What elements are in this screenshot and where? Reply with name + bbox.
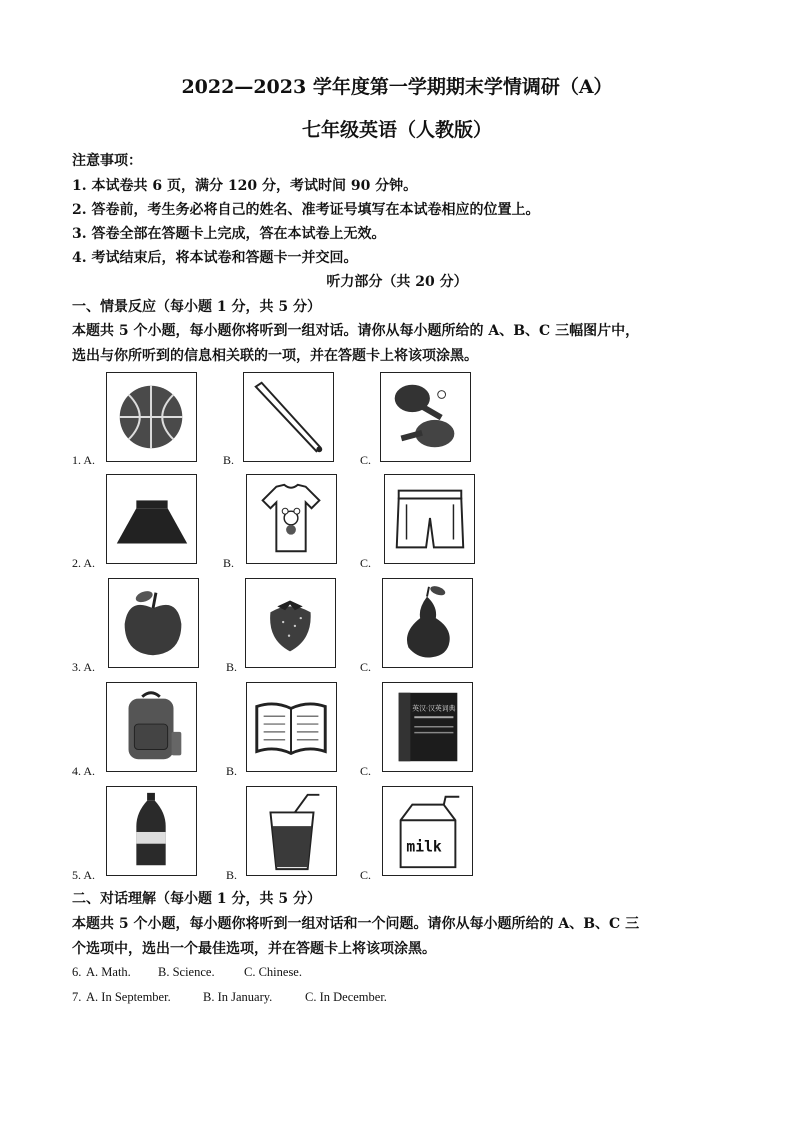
q1-option-b[interactable] bbox=[243, 372, 334, 462]
q3-label-c: C. bbox=[360, 660, 372, 674]
q4-label-c: C. bbox=[360, 764, 372, 778]
exam-title: 2022—2023 学年度第一学期期末学情调研（A） bbox=[181, 76, 613, 98]
q5-option-a[interactable] bbox=[106, 786, 197, 876]
dictionary-icon bbox=[383, 683, 472, 771]
q6-option-a[interactable]: A. Math. bbox=[86, 965, 131, 979]
section1-instruction-1: 本题共 5 个小题，每小题你将听到一组对话。请你从每小题所给的 A、B、C 三幅图片中， bbox=[72, 323, 640, 339]
apple-icon bbox=[109, 579, 198, 667]
section2-instruction-2: 个选项中，选出一个最佳选项，并在答题卡上将该项涂黑。 bbox=[72, 941, 436, 957]
shorts-icon bbox=[385, 475, 474, 563]
notice-item-1: 1. 本试卷共 6 页，满分 120 分，考试时间 90 分钟。 bbox=[72, 178, 418, 194]
q3-label-b: B. bbox=[226, 660, 238, 674]
baseball-bat-icon bbox=[244, 373, 333, 461]
q3-option-a[interactable] bbox=[108, 578, 199, 668]
q2-option-a[interactable] bbox=[106, 474, 197, 564]
q5-label-c: C. bbox=[360, 868, 372, 882]
notice-item-4: 4. 考试结束后，将本试卷和答题卡一并交回。 bbox=[72, 250, 358, 266]
q4-label-b: B. bbox=[226, 764, 238, 778]
q7-option-c[interactable]: C. In December. bbox=[305, 990, 387, 1004]
q2-label-c: C. bbox=[360, 556, 372, 570]
q2-option-c[interactable] bbox=[384, 474, 475, 564]
q3-option-b[interactable] bbox=[245, 578, 336, 668]
q4-option-a[interactable] bbox=[106, 682, 197, 772]
section2-heading: 二、对话理解（每小题 1 分，共 5 分） bbox=[72, 891, 321, 907]
q5-label-b: B. bbox=[226, 868, 238, 882]
backpack-icon bbox=[107, 683, 196, 771]
q2-label-b: B. bbox=[223, 556, 235, 570]
soda-bottle-icon bbox=[107, 787, 196, 875]
q4-option-c[interactable] bbox=[382, 682, 473, 772]
book-icon bbox=[247, 683, 336, 771]
q1-option-a[interactable] bbox=[106, 372, 197, 462]
q7-option-a[interactable]: A. In September. bbox=[86, 990, 171, 1004]
q1-label-a: 1. A. bbox=[72, 453, 96, 467]
pear-icon bbox=[383, 579, 472, 667]
section2-instruction-1: 本题共 5 个小题，每小题你将听到一组对话和一个问题。请你从每小题所给的 A、B、C 三 bbox=[72, 916, 640, 932]
t-shirt-icon bbox=[247, 475, 336, 563]
q5-option-b[interactable] bbox=[246, 786, 337, 876]
juice-cup-icon bbox=[247, 787, 336, 875]
skirt-icon bbox=[107, 475, 196, 563]
q5-option-c[interactable] bbox=[382, 786, 473, 876]
notice-item-3: 3. 答卷全部在答题卡上完成，答在本试卷上无效。 bbox=[72, 226, 386, 242]
q3-option-c[interactable] bbox=[382, 578, 473, 668]
q4-label-a: 4. A. bbox=[72, 764, 96, 778]
notice-heading: 注意事项： bbox=[72, 153, 142, 169]
q4-option-b[interactable] bbox=[246, 682, 337, 772]
q2-option-b[interactable] bbox=[246, 474, 337, 564]
milk-carton-text: milk bbox=[406, 838, 442, 856]
notice-item-2: 2. 答卷前，考生务必将自己的姓名、准考证号填写在本试卷相应的位置上。 bbox=[72, 202, 540, 218]
q5-label-a: 5. A. bbox=[72, 868, 96, 882]
q2-label-a: 2. A. bbox=[72, 556, 96, 570]
q1-label-c: C. bbox=[360, 453, 372, 467]
q3-label-a: 3. A. bbox=[72, 660, 96, 674]
q1-label-b: B. bbox=[223, 453, 235, 467]
exam-subtitle: 七年级英语（人教版） bbox=[301, 119, 492, 141]
section1-heading: 一、情景反应（每小题 1 分，共 5 分） bbox=[72, 299, 321, 315]
q6-number: 6. bbox=[72, 965, 82, 979]
q7-number: 7. bbox=[72, 990, 82, 1004]
section1-instruction-2: 选出与你所听到的信息相关联的一项，并在答题卡上将该项涂黑。 bbox=[72, 348, 478, 364]
milk-carton-icon bbox=[383, 787, 472, 875]
q6-option-c[interactable]: C. Chinese. bbox=[244, 965, 302, 979]
strawberry-icon bbox=[246, 579, 335, 667]
basketball-icon bbox=[107, 373, 196, 461]
q7-option-b[interactable]: B. In January. bbox=[203, 990, 273, 1004]
ping-pong-paddles-icon bbox=[381, 373, 470, 461]
dictionary-cover-text: 英汉·汉英词典 bbox=[412, 704, 456, 713]
q1-option-c[interactable] bbox=[380, 372, 471, 462]
q6-option-b[interactable]: B. Science. bbox=[158, 965, 215, 979]
listening-title: 听力部分（共 20 分） bbox=[326, 274, 468, 290]
